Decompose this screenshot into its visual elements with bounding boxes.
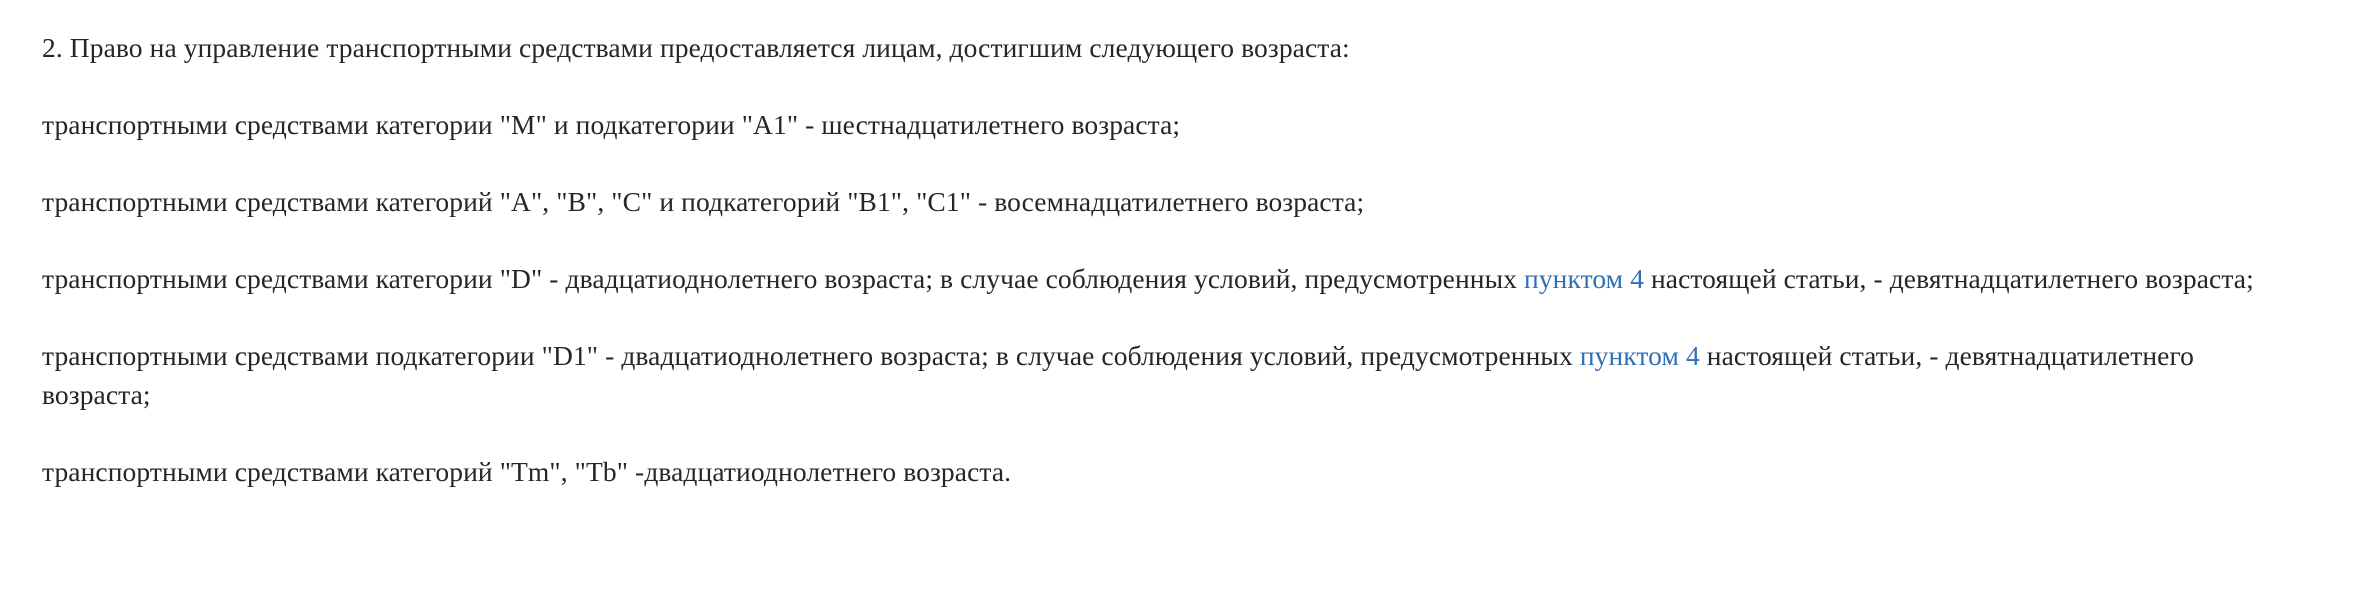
paragraph-text: транспортными средствами категорий "A", "B", "C" и подкатегорий "B1", "C1" - восемнадцатилетнего возраста; [42,186,1365,218]
paragraph-text: настоящей статьи, - девятнадцатилетнего возраста; [1644,263,2254,295]
paragraph-text: транспортными средствами категории "D" - двадцатиоднолетнего возраста; в случае соблюдения условий, предусмотренных [42,263,1524,295]
reference-link-punkt-4[interactable]: пунктом 4 [1579,340,1700,372]
paragraph-text: 2. Право на управление транспортными средствами предоставляется лицам, достигшим следующего возраста: [42,32,1350,63]
clause-category-d [42,259,2272,298]
clause-category-m-a1 [42,105,2272,144]
clause-2-intro [42,28,2272,67]
reference-link-punkt-4[interactable]: пунктом 4 [1524,263,1644,295]
clause-category-tm-tb [42,452,2272,491]
clause-category-a-b-c [42,182,2272,221]
paragraph-text: транспортными средствами подкатегории "D1" - двадцатиоднолетнего возраста; в случае соблюдения условий, предусмотренных [42,340,1580,372]
paragraph-text: транспортными средствами категорий "Tm", "Tb" -двадцатиоднолетнего возраста. [42,456,1012,488]
clause-subcategory-d1 [42,336,2272,414]
paragraph-text: настоящей статьи, - девятнадцатилетнего возраста; [42,340,2194,411]
paragraph-text: транспортными средствами категории "M" и подкатегории "A1" - шестнадцатилетнего возраста; [42,109,1181,141]
